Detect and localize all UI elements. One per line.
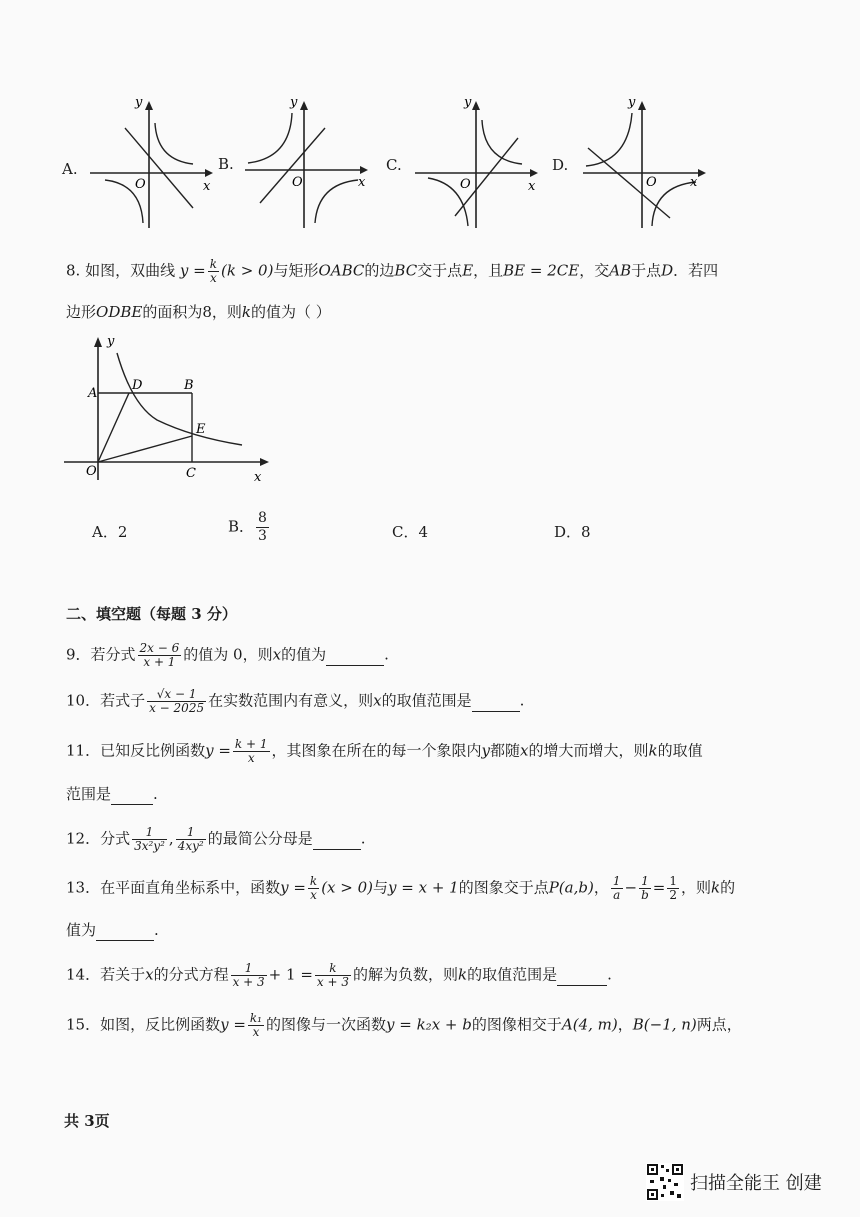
axis-x-label: x bbox=[203, 179, 211, 194]
q15: 15．如图，反比例函数y = $\frac{\text{k₁}}{x}$ 的图像与一次函数y = k₂x + b的图像相交于A(4, m)，B(−1, n)两点， bbox=[66, 1011, 742, 1039]
q8-line2: 边形ODBE的面积为8，则k的值为（ ） bbox=[66, 303, 331, 321]
svg-text:A: A bbox=[88, 386, 98, 401]
section-title: 二、填空题（每题 3 分） bbox=[66, 605, 237, 623]
q9: 9．若分式 $\frac{2x - 6}{x + 1}$ 的值为 0，则x的值为 . bbox=[66, 641, 389, 669]
svg-text:y: y bbox=[464, 98, 472, 110]
q13: 13．在平面直角坐标系中，函数y = $\frac{k}{x}$ (x > 0)与y = x + 1的图象交于点P(a,b)， $\frac{1}{a}$ − $\frac{1}{b}$ = $\frac{1}{2}$ ，则k的 bbox=[66, 874, 736, 902]
q8-answer-b: B． $\frac{8}{3}$ bbox=[228, 510, 267, 544]
q10: 10．若式子 $\frac{√x - 1}{x - 2025}$ 在实数范围内有意义，则x的取值范围是 . bbox=[66, 687, 525, 715]
q8-answer-c: C．4 bbox=[392, 523, 429, 541]
svg-text:x: x bbox=[528, 179, 536, 194]
option-b-label: B. bbox=[218, 155, 234, 173]
option-d-label: D. bbox=[552, 156, 569, 174]
option-c-graph bbox=[410, 98, 540, 233]
axis-y-label: y bbox=[135, 98, 143, 110]
svg-text:y: y bbox=[290, 98, 298, 110]
svg-text:x: x bbox=[690, 175, 698, 190]
q13-line2: 值为 . bbox=[66, 921, 159, 939]
option-a-label: A. bbox=[62, 160, 78, 178]
svg-text:O: O bbox=[86, 464, 97, 479]
q14: 14．若关于x的分式方程 $\frac{1}{x + 3}$ + 1 = $\frac{k}{x + 3}$ 的解为负数，则k的取值范围是 . bbox=[66, 961, 612, 989]
q12: 12．分式 $\frac{1}{\text{3x²y²}}$ , $\frac{1}{\text{4xy²}}$ 的最简公分母是 . bbox=[66, 825, 366, 853]
scanner-watermark bbox=[646, 1163, 822, 1201]
q8-figure bbox=[62, 335, 282, 485]
svg-text:x: x bbox=[254, 470, 262, 485]
qr-code-icon bbox=[646, 1163, 684, 1201]
origin-label: O bbox=[135, 177, 146, 192]
q8-answer-d: D．8 bbox=[554, 523, 591, 541]
option-d-graph bbox=[578, 98, 708, 233]
q11: 11．已知反比例函数y = $\frac{k + 1}{x}$ ，其图象在所在的每一个象限内y都随x的增大而增大，则k的取值 bbox=[66, 737, 703, 765]
svg-text:E: E bbox=[196, 422, 206, 437]
svg-text:y: y bbox=[107, 335, 115, 349]
option-c-label: C. bbox=[386, 156, 402, 174]
option-b-graph bbox=[240, 98, 370, 233]
q8-line1: 8. 如图，双曲线 y = $\frac{k}{x}$ (k > 0)与矩形OABC的边BC交于点E，且BE = 2CE，交AB于点D．若四 bbox=[66, 257, 719, 285]
svg-text:O: O bbox=[646, 175, 657, 190]
svg-text:B: B bbox=[184, 378, 194, 393]
q11-line2: 范围是 . bbox=[66, 785, 158, 803]
svg-text:y: y bbox=[628, 98, 636, 110]
svg-text:D: D bbox=[132, 378, 143, 393]
svg-text:x: x bbox=[358, 175, 366, 190]
option-a-graph bbox=[85, 98, 215, 233]
scanner-text: 扫描全能王 创建 bbox=[690, 1173, 822, 1194]
svg-text:O: O bbox=[292, 175, 303, 190]
q8-answer-a: A．2 bbox=[92, 523, 128, 541]
page-count: 共 3页 bbox=[64, 1112, 110, 1130]
svg-text:O: O bbox=[460, 177, 471, 192]
svg-text:C: C bbox=[186, 466, 196, 481]
